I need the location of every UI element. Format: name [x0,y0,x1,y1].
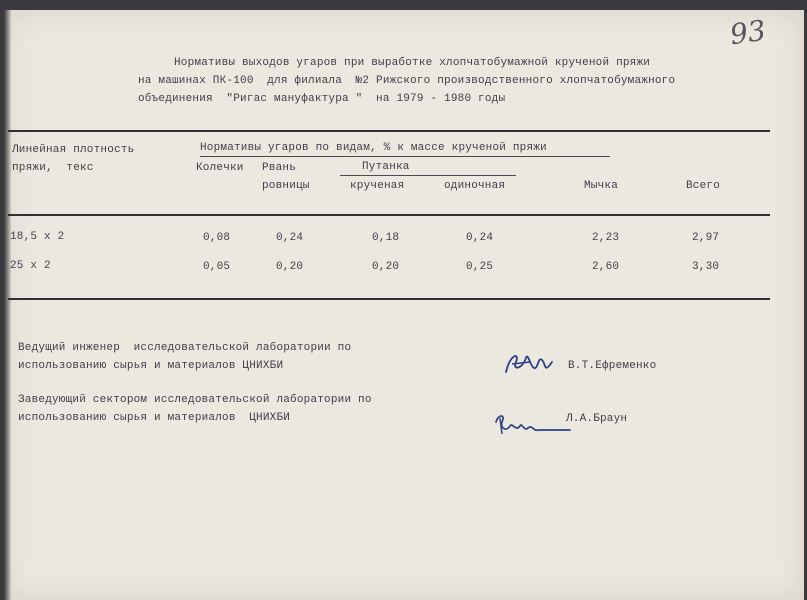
table-top-rule [8,130,770,132]
table-bottom-rule [8,298,770,300]
header-bottom-rule [8,214,770,216]
cell-density: 25 х 2 [10,260,51,272]
cell-kolechki: 0,08 [203,232,231,244]
signatory-2-position-line-1: Заведующий сектором исследовательской лаборатории по [18,394,372,406]
header-vsego: Всего [686,180,721,192]
header-rvan-line-2: ровницы [262,180,310,192]
signatory-1-position-line-1: Ведущий инженер исследовательской лаборатории по [18,342,352,354]
cell-kruchenaya: 0,18 [372,232,400,244]
signatory-1-name: В.Т.Ефременко [568,360,657,372]
header-kruchenaya: крученая [350,180,405,192]
cell-mychka: 2,23 [592,232,620,244]
signatory-2-position-line-2: использованию сырья и материалов ЦНИХБИ [18,412,291,424]
signatory-1-position-line-2: использованию сырья и материалов ЦНИХБИ [18,360,284,372]
title-line-1: Нормативы выходов угаров при выработке хлопчатобумажной крученой пряжи [174,57,651,69]
handwritten-signature-1 [500,348,560,380]
cell-mychka: 2,60 [592,261,620,273]
cell-kruchenaya: 0,20 [372,261,400,273]
handwritten-signature-2 [492,410,574,440]
header-odinochnaya: одиночная [444,180,506,192]
page-number: 93 [727,13,768,52]
header-mychka: Мычка [584,180,619,192]
title-line-2: на машинах ПК-100 для филиала №2 Рижского производственного хлопчатобумажного [138,75,676,87]
header-density-line-2: пряжи, текс [12,162,94,174]
cell-rvan: 0,24 [276,232,304,244]
cell-density: 18,5 х 2 [10,231,65,243]
cell-odinochnaya: 0,24 [466,232,494,244]
cell-vsego: 3,30 [692,261,720,273]
page-left-edge [4,10,11,600]
cell-rvan: 0,20 [276,261,304,273]
cell-vsego: 2,97 [692,232,720,244]
header-subgroup-putanka: Путанка [362,161,410,173]
header-density-line-1: Линейная плотность [12,144,135,156]
header-group: Нормативы угаров по видам, % к массе крученой пряжи [200,142,547,154]
cell-kolechki: 0,05 [203,261,231,273]
header-kolechki: Колечки [196,162,244,174]
cell-odinochnaya: 0,25 [466,261,494,273]
signatory-2-name: Л.А.Браун [566,413,628,425]
title-line-3: объединения "Ригас мануфактура " на 1979 - 1980 годы [138,93,506,105]
header-rvan-line-1: Рвань [262,162,297,174]
